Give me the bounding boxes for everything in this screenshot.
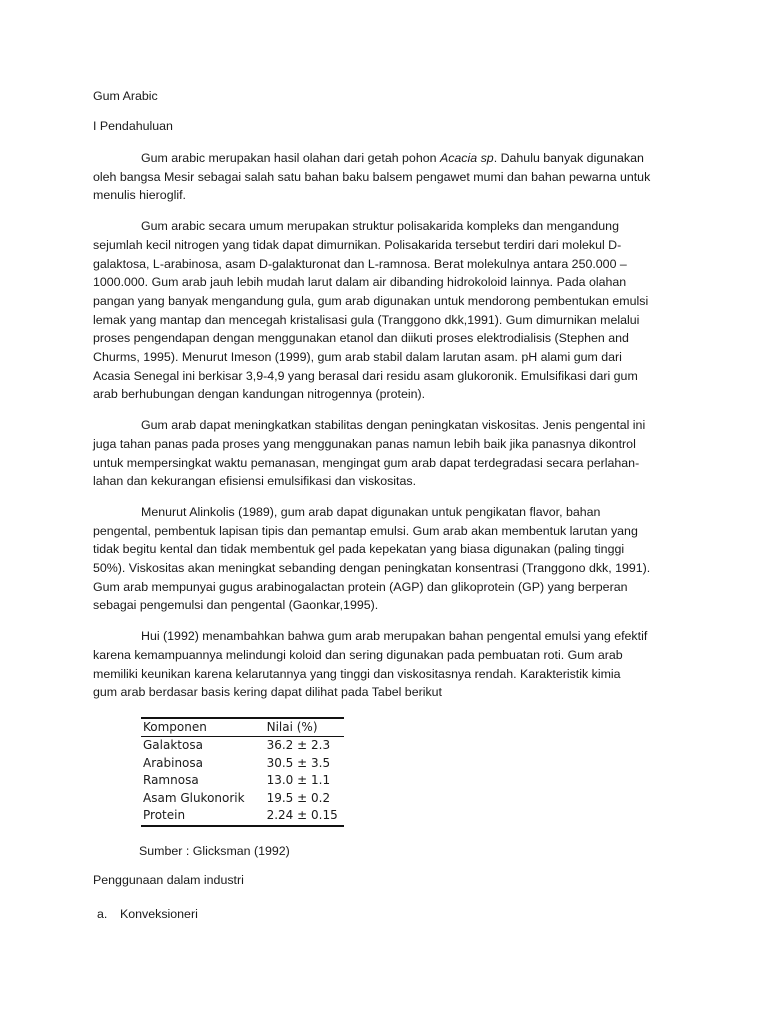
column-header-nilai: Nilai (%)	[251, 718, 344, 737]
table-cell: 2.24 ± 0.15	[251, 807, 344, 826]
paragraph-1-line: menulis hieroglif.	[93, 188, 186, 203]
paragraph-1-line: oleh bangsa Mesir sebagai salah satu bahan baku balsem pengawet mumi dan bahan pewarna untuk	[93, 169, 651, 184]
paragraph-2-line: arab berhubungan dengan kandungan nitrogennya (protein).	[93, 387, 426, 402]
table-cell: Arabinosa	[143, 755, 203, 770]
paragraph-5-line: gum arab berdasar basis kering dapat dilihat pada Tabel berikut	[93, 685, 442, 700]
paragraph-2-line: Gum arabic secara umum merupakan struktur polisakarida kompleks dan mengandung	[141, 219, 619, 234]
paragraph-5	[93, 627, 678, 702]
table-cell: Protein	[141, 807, 251, 826]
paragraph-1-line	[93, 149, 678, 168]
table-row	[141, 737, 344, 755]
table-row	[141, 772, 344, 790]
paragraph-2-line: galaktosa, L-arabinosa, asam D-galakturonat dan L-ramnosa. Berat molekulnya antara 250.000 –	[93, 256, 627, 271]
list-item-text: Konveksioneri	[120, 907, 198, 921]
paragraph-2-line: 1000.000. Gum arab jauh lebih mudah larut dalam air dibanding hidrokoloid lainnya. Pada olahan	[93, 275, 627, 290]
paragraph-4-line: 50%). Viskositas akan meningkat sebanding dengan peningkatan konsentrasi (Tranggono dkk, 1991).	[93, 561, 651, 576]
paragraph-3-line: untuk mempersingkat waktu pemanasan, mengingat gum arab dapat terdegradasi secara perlahan-	[93, 455, 640, 470]
table-source-caption: Sumber : Glicksman (1992)	[139, 844, 290, 858]
table-row	[141, 790, 344, 808]
table-cell: Galaktosa	[143, 738, 203, 752]
list-item	[97, 905, 198, 923]
paragraph-1	[93, 149, 678, 205]
paragraph-3-line: Gum arab dapat meningkatkan stabilitas dengan peningkatan viskositas. Jenis pengental ini	[141, 418, 646, 433]
paragraph-2-line: Churms, 1995). Menurut Imeson (1999), gum arab stabil dalam larutan asam. pH alami gum dari	[93, 350, 622, 365]
paragraph-4-line: tidak begitu kental dan tidak membentuk gel pada kepekatan yang biasa digunakan (paling tinggi	[93, 542, 625, 557]
paragraph-2-line: proses pengendapan dengan menggunakan etanol dan diikuti proses elektrodialisis (Stephen and	[93, 331, 629, 346]
document-body	[93, 89, 678, 714]
table-cell: 13.0 ± 1.1	[266, 773, 331, 788]
paragraph-5-line: memiliki keunikan karena kelarutannya yang tinggi dan viskositasnya rendah. Karakteristik kimia	[93, 666, 621, 681]
paragraph-2-line: sejumlah kecil nitrogen yang tidak dapat dimurnikan. Polisakarida tersebut terdiri dari molekul D-	[93, 237, 622, 252]
paragraph-4-line: sebagai pengemulsi dan pengental (Gaonkar,1995).	[93, 598, 379, 613]
paragraph-2	[93, 217, 678, 404]
paragraph-2-line: lemak yang mantap dan mencegah kristalisasi gula (Tranggono dkk,1991). Gum dimurnikan melalui	[93, 312, 640, 327]
paragraph-4-line: Menurut Alinkolis (1989), gum arab dapat digunakan untuk pengikatan flavor, bahan	[141, 504, 601, 519]
paragraph-2-line: Acasia Senegal ini berkisar 3,9-4,9 yang berasal dari residu asam glukoronik. Emulsifikasi dari gum	[93, 368, 638, 383]
text-run: Gum arabic merupakan hasil olahan dari getah pohon	[141, 151, 440, 165]
table-row	[141, 807, 344, 826]
list-marker: a.	[97, 907, 108, 921]
section-heading-pendahuluan: I Pendahuluan	[93, 119, 173, 133]
paragraph-4-line: Gum arab mempunyai gugus arabinogalactan protein (AGP) dan glikoprotein (GP) yang berperan	[93, 579, 628, 594]
composition-table	[141, 717, 344, 827]
table-cell: 30.5 ± 3.5	[266, 755, 331, 770]
text-run: . Dahulu banyak digunakan	[493, 151, 644, 165]
paragraph-3-line: juga tahan panas pada proses yang menggunakan panas namun lebih baik jika panasnya dikontrol	[93, 436, 636, 451]
italic-text: Acacia sp	[439, 151, 494, 165]
paragraph-4-line: pengental, pembentuk lapisan tipis dan pemantap emulsi. Gum arab akan membentuk larutan yang	[93, 523, 638, 538]
paragraph-5-line: karena kemampuannya melindungi koloid dan sering digunakan pada pembuatan roti. Gum arab	[93, 647, 623, 662]
table-cell: 19.5 ± 0.2	[266, 790, 331, 805]
column-header-komponen: Komponen	[141, 718, 251, 737]
paragraph-3	[93, 416, 678, 491]
section-heading-industri: Penggunaan dalam industri	[93, 873, 244, 887]
table-row	[141, 755, 344, 773]
table-cell: 36.2 ± 2.3	[266, 738, 331, 752]
table-cell: Ramnosa	[143, 773, 199, 788]
paragraph-3-line: lahan dan kekurangan efisiensi emulsifikasi dan viskositas.	[93, 474, 417, 489]
document-title: Gum Arabic	[93, 89, 158, 103]
table-cell: Asam Glukonorik	[143, 790, 245, 805]
table-header-row	[141, 718, 344, 737]
paragraph-2-line: pangan yang banyak mengandung gula, gum arab digunakan untuk mendorong pembentukan emulsi	[93, 293, 649, 308]
paragraph-5-line: Hui (1992) menambahkan bahwa gum arab merupakan bahan pengental emulsi yang efektif	[141, 629, 648, 644]
paragraph-4	[93, 503, 678, 615]
